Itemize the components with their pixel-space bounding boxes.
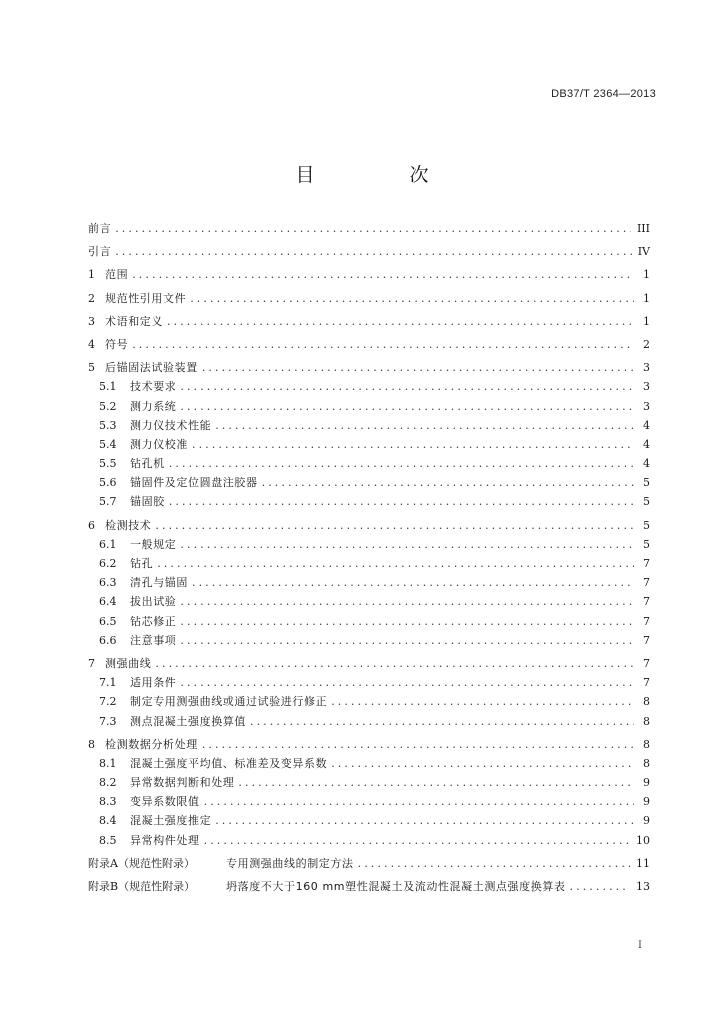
toc-dot-leader xyxy=(262,473,634,492)
toc-title: 混凝土强度平均值、标准差及变异系数 xyxy=(130,756,328,770)
toc-number: 附录A（规范性附录） xyxy=(88,856,195,870)
toc-subentry[interactable] xyxy=(88,673,650,692)
toc-title: 锚固件及定位圆盘注胶器 xyxy=(130,476,258,490)
toc-page-number: IV xyxy=(637,245,650,259)
toc-number: 6 xyxy=(88,518,95,532)
toc-page-number: 7 xyxy=(643,614,650,628)
toc-title: 混凝土强度推定 xyxy=(130,814,212,828)
toc-dot-leader xyxy=(190,289,634,308)
toc-title: 适用条件 xyxy=(130,676,177,690)
toc-dot-leader xyxy=(180,612,634,631)
toc-number: 4 xyxy=(88,337,95,351)
toc-page-number: 8 xyxy=(643,714,650,728)
toc-subentry[interactable] xyxy=(88,492,650,511)
toc-page-number: 5 xyxy=(643,495,650,509)
toc-number: 6.4 xyxy=(99,595,117,609)
toc-number: 5.7 xyxy=(99,495,117,509)
toc-title: 变异系数限值 xyxy=(130,795,200,809)
toc-title: 异常数据判断和处理 xyxy=(130,776,235,790)
toc-subentry[interactable] xyxy=(88,692,650,711)
toc-dot-leader xyxy=(358,854,630,873)
toc-title: 符号 xyxy=(105,337,129,351)
toc-subentry[interactable] xyxy=(88,554,650,573)
toc-page-number: 7 xyxy=(643,576,650,590)
toc-title: 检测技术 xyxy=(105,518,152,532)
toc-entry[interactable] xyxy=(88,516,650,535)
toc-title: 测力仪技术性能 xyxy=(130,418,212,432)
toc-page-number: 11 xyxy=(636,856,650,870)
toc-dot-leader xyxy=(215,416,634,435)
toc-page-number: 2 xyxy=(643,337,650,351)
toc-page-number: 10 xyxy=(636,833,650,847)
toc-entry[interactable] xyxy=(88,242,650,261)
toc-dot-leader xyxy=(180,397,634,416)
toc-entry[interactable] xyxy=(88,289,650,308)
toc-page-number: 7 xyxy=(643,676,650,690)
toc-number: 6.3 xyxy=(99,576,117,590)
toc-entry[interactable] xyxy=(88,654,650,673)
toc-page-number: 9 xyxy=(643,814,650,828)
toc-subentry[interactable] xyxy=(88,612,650,631)
toc-page-number: 7 xyxy=(643,633,650,647)
toc-subentry[interactable] xyxy=(88,792,650,811)
toc-title: 前言 xyxy=(88,222,112,235)
toc-page-number: 1 xyxy=(643,291,650,305)
toc-page-number: 7 xyxy=(643,557,650,570)
toc-number: 附录B（规范性附录） xyxy=(88,880,196,893)
toc-page-number: 3 xyxy=(643,361,650,375)
toc-page-number: 1 xyxy=(643,314,650,328)
table-of-contents xyxy=(88,219,650,896)
toc-entry[interactable] xyxy=(88,219,650,238)
toc-number: 7 xyxy=(88,656,95,670)
toc-subentry[interactable] xyxy=(88,435,650,454)
toc-number: 5.5 xyxy=(99,457,117,471)
toc-appendix-entry[interactable] xyxy=(88,854,650,873)
toc-page-number: 7 xyxy=(643,656,650,670)
toc-number: 8.3 xyxy=(99,795,117,809)
toc-subentry[interactable] xyxy=(88,631,650,650)
toc-entry[interactable] xyxy=(88,358,650,377)
page-title: 目 次 xyxy=(295,164,467,186)
toc-page-number: 4 xyxy=(643,418,650,432)
toc-subentry[interactable] xyxy=(88,573,650,592)
toc-dot-leader xyxy=(180,535,634,554)
toc-number: 5 xyxy=(88,361,95,375)
toc-title: 测力仪校准 xyxy=(130,437,188,451)
toc-number: 2 xyxy=(88,291,95,305)
toc-title: 异常构件处理 xyxy=(130,833,200,847)
toc-title: 范围 xyxy=(105,268,129,282)
toc-dot-leader xyxy=(202,358,634,377)
toc-number: 7.2 xyxy=(99,695,117,709)
toc-title: 专用测强曲线的制定方法 xyxy=(226,856,354,870)
toc-dot-leader xyxy=(155,516,634,535)
toc-title: 测点混凝土强度换算值 xyxy=(130,714,246,728)
toc-title: 制定专用测强曲线或通过试验进行修正 xyxy=(130,695,328,709)
toc-title: 锚固胶 xyxy=(130,495,165,509)
toc-dot-leader xyxy=(192,573,634,592)
toc-title: 后锚固法试验装置 xyxy=(105,361,198,375)
toc-dot-leader xyxy=(204,792,634,811)
toc-dot-leader xyxy=(132,335,634,354)
toc-title: 测力系统 xyxy=(130,399,177,413)
toc-page-number: III xyxy=(636,222,650,235)
toc-dot-leader xyxy=(250,712,634,731)
toc-entry[interactable] xyxy=(88,312,650,331)
toc-number: 7.1 xyxy=(99,676,117,690)
toc-appendix-entry[interactable] xyxy=(88,877,650,896)
toc-page-number: 5 xyxy=(643,537,650,551)
toc-dot-leader xyxy=(180,631,634,650)
toc-number: 5.3 xyxy=(99,418,117,432)
toc-dot-leader xyxy=(331,754,634,773)
toc-page-number: 9 xyxy=(643,776,650,790)
toc-number: 8.4 xyxy=(99,814,117,828)
toc-number: 5.4 xyxy=(99,437,117,451)
toc-subentry[interactable] xyxy=(88,397,650,416)
toc-number: 6.6 xyxy=(99,633,117,647)
toc-subentry[interactable] xyxy=(88,712,650,731)
toc-number: 8.2 xyxy=(99,776,117,790)
toc-number: 6.2 xyxy=(99,557,117,570)
toc-title: 注意事项 xyxy=(130,633,177,647)
toc-subentry[interactable] xyxy=(88,454,650,473)
toc-dot-leader xyxy=(115,219,631,238)
toc-number: 5.2 xyxy=(99,399,117,413)
toc-title: 规范性引用文件 xyxy=(105,291,187,305)
toc-dot-leader xyxy=(204,831,630,850)
toc-number: 8 xyxy=(88,737,95,751)
toc-page-number: 4 xyxy=(643,437,650,451)
toc-dot-leader xyxy=(331,692,634,711)
toc-title: 检测数据分析处理 xyxy=(105,737,198,751)
toc-dot-leader xyxy=(155,654,634,673)
toc-title: 引言 xyxy=(88,245,112,259)
toc-number: 6.5 xyxy=(99,614,117,628)
toc-page-number: 9 xyxy=(643,795,650,809)
toc-page-number: 4 xyxy=(643,457,650,471)
toc-title: 拔出试验 xyxy=(130,595,177,609)
toc-dot-leader xyxy=(570,877,630,896)
toc-dot-leader xyxy=(180,592,634,611)
toc-number: 5.6 xyxy=(99,476,117,490)
toc-dot-leader xyxy=(202,735,634,754)
toc-number: 8.1 xyxy=(99,756,117,770)
toc-dot-leader xyxy=(238,773,634,792)
toc-entry[interactable] xyxy=(88,335,650,354)
toc-dot-leader xyxy=(167,312,634,331)
toc-subentry[interactable] xyxy=(88,377,650,396)
toc-entry[interactable] xyxy=(88,265,650,284)
toc-title: 清孔与锚固 xyxy=(130,576,188,590)
toc-subentry[interactable] xyxy=(88,416,650,435)
toc-page-number: 13 xyxy=(636,880,650,893)
toc-page-number: 3 xyxy=(643,399,650,413)
toc-title: 技术要求 xyxy=(130,380,177,394)
toc-number: 6.1 xyxy=(99,537,117,551)
toc-subentry[interactable] xyxy=(88,535,650,554)
toc-dot-leader xyxy=(157,554,634,573)
toc-dot-leader xyxy=(169,492,634,511)
toc-page-number: 7 xyxy=(643,595,650,609)
toc-dot-leader xyxy=(132,265,634,284)
toc-title: 测强曲线 xyxy=(105,656,152,670)
toc-number: 8.5 xyxy=(99,833,117,847)
toc-subentry[interactable] xyxy=(88,592,650,611)
toc-page-number: 1 xyxy=(643,268,650,282)
toc-dot-leader xyxy=(180,673,634,692)
toc-dot-leader xyxy=(180,377,634,396)
toc-number: 7.3 xyxy=(99,714,117,728)
toc-page-number: 3 xyxy=(643,380,650,394)
toc-title: 钻孔 xyxy=(130,557,154,570)
toc-page-number: 8 xyxy=(643,737,650,751)
toc-subentry[interactable] xyxy=(88,831,650,850)
toc-subentry[interactable] xyxy=(88,811,650,830)
toc-entry[interactable] xyxy=(88,735,650,754)
toc-page-number: 5 xyxy=(643,518,650,532)
toc-title: 钻孔机 xyxy=(130,457,165,471)
toc-dot-leader xyxy=(215,811,634,830)
toc-page-number: 8 xyxy=(643,756,650,770)
toc-number: 1 xyxy=(88,268,95,282)
toc-title: 一般规定 xyxy=(130,537,177,551)
toc-dot-leader xyxy=(169,454,634,473)
toc-page-number: 8 xyxy=(643,695,650,709)
toc-subentry[interactable] xyxy=(88,473,650,492)
toc-number: 5.1 xyxy=(99,380,117,394)
standard-code: DB37/T 2364—2013 xyxy=(551,88,656,100)
toc-subentry[interactable] xyxy=(88,773,650,792)
toc-page-number: 5 xyxy=(643,476,650,490)
toc-subentry[interactable] xyxy=(88,754,650,773)
toc-title: 术语和定义 xyxy=(105,314,163,328)
toc-title: 坍落度不大于160 mm塑性混凝土及流动性混凝土测点强度换算表 xyxy=(226,880,566,893)
page-number: I xyxy=(638,940,642,951)
toc-dot-leader xyxy=(192,435,634,454)
toc-number: 3 xyxy=(88,314,95,328)
toc-title: 钻芯修正 xyxy=(130,614,177,628)
toc-dot-leader xyxy=(115,242,632,261)
